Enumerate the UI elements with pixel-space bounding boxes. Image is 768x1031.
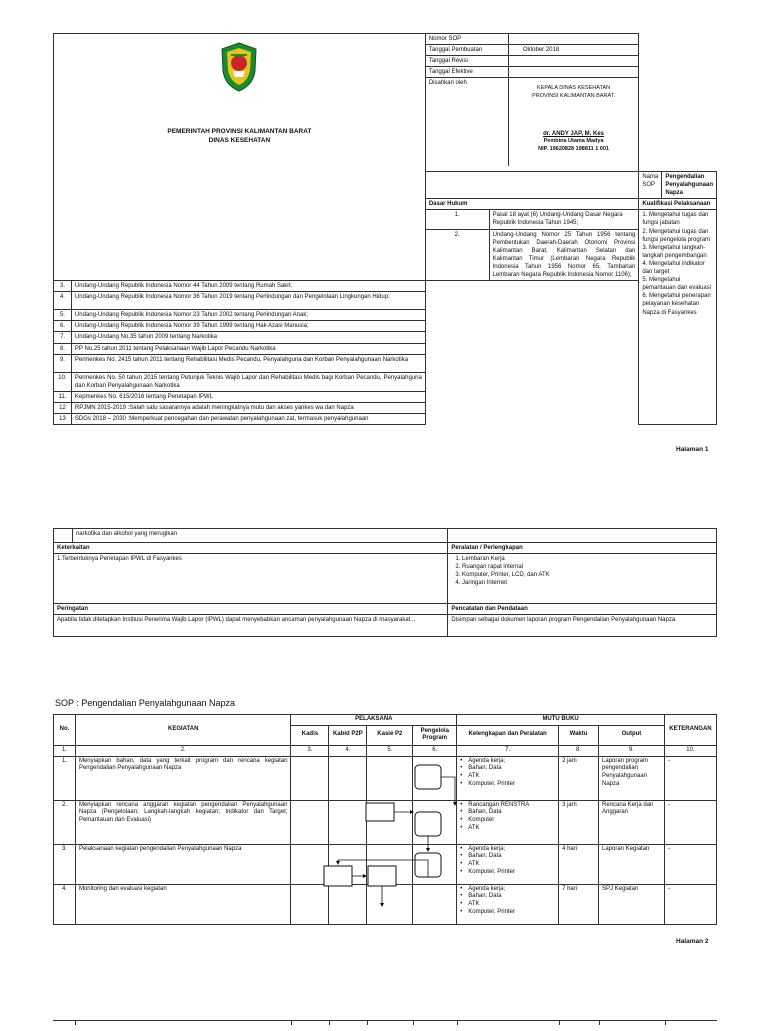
- kelengkapan-item: • ATK: [460, 901, 555, 909]
- column-number: 2.: [75, 745, 290, 756]
- row-no: 2.: [54, 800, 76, 844]
- header-kasie: Kasie P2: [367, 725, 413, 745]
- dasar-hukum-item: Permenkes No. 50 tahun 2015 tentang Petunjuk Teknis Wajib Lapor dan Rehabilitasi Medis bagi Korban Pecandu, Penyalahguna dan Korban Penyalahgunaan Narkotika: [71, 372, 425, 391]
- column-number: 8.: [559, 745, 599, 756]
- header-kabid: Kabid P2P: [329, 725, 367, 745]
- dasar-hukum-no: 11.: [54, 391, 72, 402]
- cell-kadis: [291, 756, 329, 800]
- dasar-hukum-item: Permenkes No. 2415 tahun 2011 tentang Rehabilitasi Medis Pecandu, Penyalahguna dan Korban Penyalahgunaan Narkotika: [71, 354, 425, 372]
- org-name-line1: PEMERINTAH PROVINSI KALIMANTAN BARAT: [167, 128, 312, 136]
- dasar-hukum-item: Undang-Undang Republik Indonesia Nomor 44 Tahun 2009 tentang Rumah Sakit;: [71, 281, 425, 292]
- row-kelengkapan: [457, 756, 559, 800]
- dasar-hukum-item: Pasal 18 ayat (6) Undang-Undang Dasar Negara Republik Indonesia Tahun 1945;: [489, 210, 639, 229]
- meta-label: Tanggal Revisi: [426, 56, 509, 67]
- meta-value: Oktober 2018: [508, 45, 638, 56]
- row-kegiatan: Monitoring dan evaluasi kegiatan: [75, 884, 290, 924]
- kualifikasi-item: 2. Mengetahui tugas dan fungsi pengelola program: [642, 228, 711, 243]
- column-number: 9.: [599, 745, 665, 756]
- dasar-hukum-item: Undang-Undang Republik Indonesia Nomor 39 Tahun 1999 tentang Hak Azasi Manusia;: [71, 321, 425, 332]
- column-number: 1.: [54, 745, 76, 756]
- row-waktu: 4 hari: [559, 844, 599, 884]
- kelengkapan-item: • Bahan, Data: [460, 853, 555, 861]
- table-row: [54, 800, 717, 844]
- peralatan-list: [448, 554, 717, 604]
- approver-nip: NIP. 19620828 198811 1 001: [538, 145, 609, 152]
- dasar-hukum-no: 13: [54, 413, 72, 424]
- kelengkapan-item: • Komputer, Printer: [460, 909, 555, 917]
- cell-kasie: [367, 800, 413, 844]
- dasar-hukum-no: 12: [54, 402, 72, 413]
- kelengkapan-item: • Bahan, Data: [460, 893, 555, 901]
- column-number: 10.: [664, 745, 716, 756]
- meta-label: Tanggal Pembuatan: [426, 45, 509, 56]
- dasar-hukum-item: Undang-Undang Republik Indonesia Nomor 36 Tahun 2019 tentang Perlindungan dan Pengelolaan Lingkungan Hidup;: [71, 292, 425, 310]
- kelengkapan-item: • Agenda kerja;: [460, 886, 555, 894]
- next-page-table-edge: [53, 1020, 717, 1031]
- header-waktu: Waktu: [559, 725, 599, 745]
- row-no: 4.: [54, 884, 76, 924]
- header-mutu: MUTU BUKU: [457, 715, 665, 726]
- cell-kadis: [291, 844, 329, 884]
- dasar-hukum-item: Kepmenkes No. 615/2016 tentang Penetapan IPWL: [71, 391, 425, 402]
- sop-header-table: [53, 33, 717, 425]
- pencatatan-heading: Pencatatan dan Pendataan: [448, 604, 717, 615]
- dasar-hukum-item: Undang-Undang Republik Indonesia Nomor 23 Tahun 2002 tentang Perlindungan Anak;: [71, 310, 425, 321]
- dasar-hukum-no: 5.: [54, 310, 72, 321]
- cell-kadis: [291, 800, 329, 844]
- row-waktu: 3 jam: [559, 800, 599, 844]
- table-row: [54, 884, 717, 924]
- dasar-hukum-item: PP No.25 tahun 2011 tentang Pelaksanaan Wajib Lapor Pecandu Narkotika: [71, 343, 425, 354]
- keterkaitan-text: 1.Terbentuknya Penetapan IPWL di Fasyankes: [54, 554, 448, 604]
- row-kelengkapan: [457, 844, 559, 884]
- province-logo: [57, 41, 422, 96]
- kelengkapan-item: • Agenda kerja;: [460, 846, 555, 854]
- approver-title2: PROVINSI KALIMANTAN BARAT.: [532, 92, 616, 99]
- cell-kasie: [367, 884, 413, 924]
- kualifikasi-item: 6. Mengetahui penerapan pelayanan kesehatan Napza di Fasyankes: [642, 293, 711, 316]
- dasar-hukum-continuation: narkotika dan alkohol yang merugikan: [72, 529, 447, 543]
- peralatan-item: 3. Komputer, Printer, LCD, dan ATK: [455, 572, 550, 579]
- meta-value: [508, 34, 638, 45]
- dasar-hukum-no: 7.: [54, 332, 72, 343]
- column-number: 7.: [457, 745, 559, 756]
- header-output: Output: [599, 725, 665, 745]
- dasar-hukum-no: 4.: [54, 292, 72, 310]
- kualifikasi-list: [639, 210, 717, 425]
- dasar-hukum-item: Undang-Undang No.35 tahun 2009 tentang Narkotika: [71, 332, 425, 343]
- kelengkapan-item: • ATK: [460, 861, 555, 869]
- approver-rank: Pembina Utama Madya: [543, 138, 604, 145]
- dasar-hukum-no: 10.: [54, 372, 72, 391]
- keterkaitan-heading: Keterkaitan: [54, 543, 448, 554]
- kelengkapan-item: • Bahan, Data: [460, 809, 555, 817]
- meta-value: [508, 56, 638, 67]
- dasar-hukum-no: 6.: [54, 321, 72, 332]
- row-kegiatan: Menyiapkan rencana anggaran kegiatan pengendalian Penyalahgunaan Napza (Pengelolaan; Langkah-langkah kegiatan; Indikator dan Target; Pemantauan dan Evaluasi): [75, 800, 290, 844]
- row-keterangan: -: [664, 884, 716, 924]
- cell-pengelola: [413, 800, 457, 844]
- row-output: Laporan program pengendalian Penyalahgunaan Napza: [599, 756, 665, 800]
- cell-kabid: [329, 844, 367, 884]
- dasar-hukum-no: 8.: [54, 343, 72, 354]
- pencatatan-text: Disimpan sebagai dokumen laporan program Pengendalian Penyalahgunaan Napza: [448, 615, 717, 637]
- kualifikasi-item: 3. Mengetahui langkah-langkah pengembangan: [642, 244, 707, 259]
- peringatan-heading: Peringatan: [54, 604, 448, 615]
- approver-title1: KEPALA DINAS KESEHATAN: [537, 85, 611, 92]
- nama-sop-label: Nama SOP: [639, 172, 662, 199]
- peralatan-heading: Peralatan / Perlengkapan: [448, 543, 717, 554]
- row-output: SPJ Kegiatan: [599, 884, 665, 924]
- dasar-hukum-no: 9.: [54, 354, 72, 372]
- page-number-2: Halaman 2: [676, 938, 709, 945]
- header-no: No.: [54, 715, 76, 746]
- row-output: Laporan Kegiatan: [599, 844, 665, 884]
- dasar-hukum-item: SDGs 2018 – 2030 :Memperkuat pencegahan dan perawatan penyalahgunaan zat, termasuk penyalahgunaan: [71, 413, 425, 424]
- peringatan-text: Apabila tidak ditetapkan Institusi Penerima Wajib Lapor (IPWL) dapat menyebabkan ancaman penyalahgunaan Napza di masyarakat ..: [54, 615, 448, 637]
- kualifikasi-item: 5. Mengetahui pemantauan dan evaluasi: [642, 277, 712, 292]
- kelengkapan-item: • ATK: [460, 773, 555, 781]
- dasar-hukum-no: 3.: [54, 281, 72, 292]
- peralatan-item: 2. Ruangan rapat internal: [455, 564, 524, 571]
- table-row: [54, 756, 717, 800]
- header-kadis: Kadis: [291, 725, 329, 745]
- row-kelengkapan: [457, 884, 559, 924]
- row-kegiatan: Menyiapkan bahan, data yang terkait program dan rencana kegiatan Pengendalian Penyalahgunaan Napza: [75, 756, 290, 800]
- kelengkapan-item: • Agenda kerja;: [460, 758, 555, 766]
- column-number: 3.: [291, 745, 329, 756]
- column-number: 6.: [413, 745, 457, 756]
- kualifikasi-item: 1. Mengetahui tugas dan fungsi jabatan: [642, 212, 709, 227]
- org-header-cell: [54, 34, 426, 281]
- meta-label: Disahkan oleh: [426, 78, 509, 166]
- cell-pengelola: [413, 844, 457, 884]
- row-kegiatan: Pelaksanaan kegiatan pengendalian Penyalahgunaan Napza: [75, 844, 290, 884]
- kelengkapan-item: • Komputer, Printer: [460, 869, 555, 877]
- table-row: [54, 844, 717, 884]
- header-keterangan: KETERANGAN: [664, 715, 716, 746]
- approver-name: dr. ANDY JAP, M. Kes: [543, 131, 605, 138]
- header-kelengkapan: Kelengkapan dan Peralatan: [457, 725, 559, 745]
- row-keterangan: -: [664, 844, 716, 884]
- cell-pengelola: [413, 756, 457, 800]
- sop-flow-table: [53, 714, 717, 925]
- cell-kabid: [329, 756, 367, 800]
- peralatan-item: 4. Jaringan Internet: [455, 580, 508, 587]
- kelengkapan-item: • Komputer, Printer: [460, 781, 555, 789]
- kelengkapan-item: • ATK: [460, 825, 555, 833]
- header-pelaksana: PELAKSANA: [291, 715, 457, 726]
- header-kegiatan: KEGIATAN: [75, 715, 290, 746]
- page-number-1: Halaman 1: [676, 446, 709, 453]
- kualifikasi-item: 4. Mengetahui indikator dan target: [642, 260, 705, 276]
- column-number: 4.: [329, 745, 367, 756]
- row-keterangan: -: [664, 800, 716, 844]
- approval-block: [508, 78, 638, 166]
- province-emblem-icon: [219, 41, 259, 93]
- row-no: 1.: [54, 756, 76, 800]
- cell-pengelola: [413, 884, 457, 924]
- row-output: Rencana Kerja dan Anggaran: [599, 800, 665, 844]
- meta-cell: [425, 34, 639, 172]
- header-pengelola: Pengelola Program: [413, 725, 457, 745]
- row-kelengkapan: [457, 800, 559, 844]
- sop-details-table: [53, 528, 717, 637]
- dasar-hukum-no: 1.: [425, 210, 489, 229]
- meta-value: [508, 67, 638, 78]
- dasar-hukum-heading: Dasar Hukum: [425, 199, 639, 210]
- meta-label: Nomor SOP: [426, 34, 509, 45]
- meta-label: Tanggal Efektive: [426, 67, 509, 78]
- sop-title: SOP : Pengendalian Penyalahgunaan Napza: [55, 698, 235, 708]
- kelengkapan-item: • Bahan, Data: [460, 765, 555, 773]
- kualifikasi-heading: Kualifikasi Pelaksanaan: [639, 199, 717, 210]
- cell-kabid: [329, 800, 367, 844]
- dasar-hukum-item: RPJMN 2015-2019 :Salah satu sasarannya adalah meningkatnya mutu dan akses yankes wa dan Napza: [71, 402, 425, 413]
- kelengkapan-item: • Rancangan RENSTRA: [460, 802, 555, 810]
- org-name-line2: DINAS KESEHATAN: [208, 136, 271, 144]
- cell-kabid: [329, 884, 367, 924]
- row-keterangan: -: [664, 756, 716, 800]
- row-waktu: 7 hari: [559, 884, 599, 924]
- row-no: 3.: [54, 844, 76, 884]
- peralatan-item: 1. Lembaran Kerja: [455, 556, 505, 563]
- cell-kasie: [367, 844, 413, 884]
- cell-kadis: [291, 884, 329, 924]
- column-number: 5.: [367, 745, 413, 756]
- dasar-hukum-item: Undang-Undang Nomor 25 Tahun 1956 tentang Pembentukan Daerah-Daerah Otonomi Provinsi Kalimantan Barat, Kalimantan Selatan dan Kalimantan Timur (Lembaran Negara Republik Indonesia Tahun 1956 Nomor 65, Tambahan Lembaran Negara Republik Indonesia Nomor 1106);: [489, 229, 639, 281]
- row-waktu: 2 jam: [559, 756, 599, 800]
- dasar-hukum-no: 2.: [425, 229, 489, 281]
- nama-sop-value: Pengendalian Penyalahgunaan Napza: [662, 172, 717, 199]
- cell-kasie: [367, 756, 413, 800]
- kelengkapan-item: • Komputer: [460, 817, 555, 825]
